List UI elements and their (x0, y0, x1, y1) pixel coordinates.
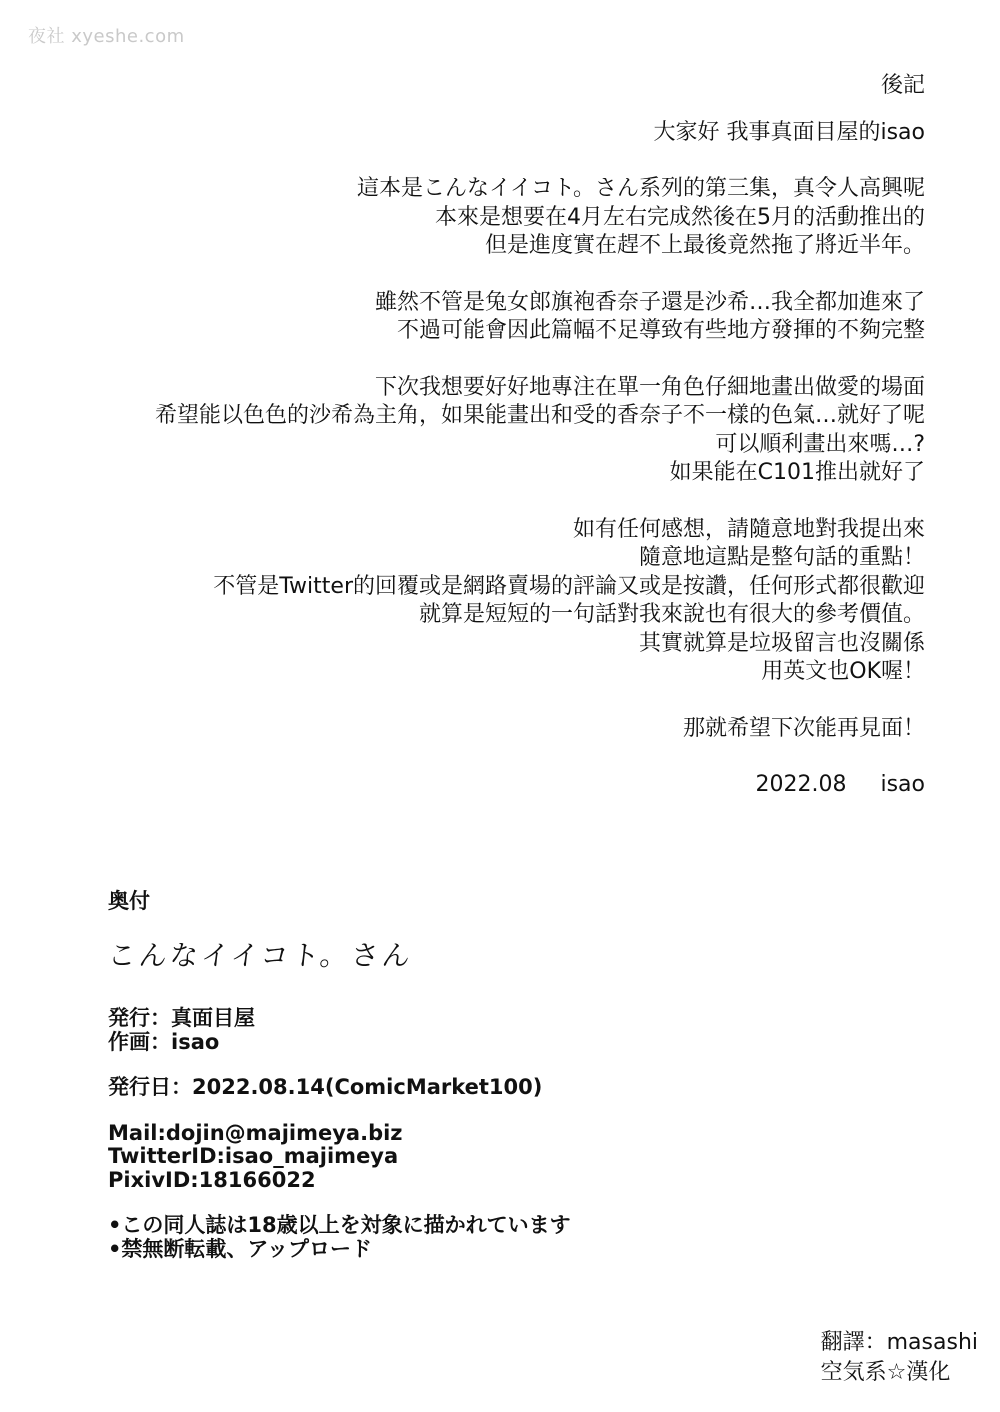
afterword-line: 希望能以色色的沙希為主角，如果能畫出和受的香奈子不一樣的色氣…就好了呢 (154, 403, 925, 428)
afterword-line: 不過可能會因此篇幅不足導致有些地方發揮的不夠完整 (396, 318, 925, 343)
twitter-line: TwitterID:isao_majimeya (108, 1144, 399, 1168)
afterword-paragraph (45, 516, 925, 687)
afterword-paragraph (45, 289, 925, 346)
afterword-line: 如果能在C101推出就好了 (669, 460, 925, 485)
afterword-paragraph (45, 715, 925, 744)
afterword-line: 這本是こんなイイコト。さん系列的第三集，真令人高興呢 (356, 176, 925, 201)
afterword-line: 那就希望下次能再見面！ (682, 715, 925, 741)
publish-date-group (108, 1076, 808, 1100)
publisher-group (108, 1007, 808, 1054)
translator-line: 翻譯：masashi (820, 1330, 978, 1355)
artist-line: 作画：isao (108, 1029, 220, 1054)
signature-name: isao (880, 772, 925, 797)
colophon-heading: 奥付 (108, 889, 150, 913)
colophon-section (108, 890, 808, 1283)
afterword-line: 就算是短短的一句話對我來說也有很大的參考價值。 (418, 602, 925, 627)
signature-date: 2022.08 (755, 772, 847, 797)
note-line: •禁無断転載、アップロード (108, 1236, 372, 1261)
afterword-paragraph (45, 175, 925, 261)
afterword-paragraph (45, 374, 925, 488)
publish-date-line: 発行日：2022.08.14(ComicMarket100) (108, 1075, 543, 1099)
notes-group (108, 1214, 808, 1261)
pixiv-line: PixivID:18166022 (108, 1167, 316, 1192)
watermark-text: 夜社 xyeshe.com (28, 26, 185, 47)
afterword-line: 下次我想要好好地專注在單一角色仔細地畫出做愛的場面 (374, 374, 925, 400)
afterword-signature (45, 771, 925, 800)
translation-credits (821, 1328, 978, 1388)
mail-line: Mail:dojin@majimeya.biz (108, 1120, 403, 1145)
afterword-line: 大家好 我事真面目屋的isao (653, 119, 925, 145)
afterword-title: 後記 (880, 73, 925, 98)
afterword-section (45, 72, 925, 800)
afterword-paragraph (45, 119, 925, 148)
book-title: こんなイイコト。さん (106, 938, 415, 972)
afterword-line: 但是進度實在趕不上最後竟然拖了將近半年。 (484, 233, 925, 258)
afterword-line: 雖然不管是兔女郎旗袍香奈子還是沙希…我全都加進來了 (374, 289, 925, 315)
afterword-line: 用英文也OK喔！ (761, 659, 925, 684)
afterword-line: 如有任何感想，請隨意地對我提出來 (572, 516, 925, 542)
afterword-line: 其實就算是垃圾留言也沒關係 (638, 630, 925, 656)
afterword-line: 可以順利畫出來嗎…? (715, 431, 925, 457)
note-line: •この同人誌は18歳以上を対象に描かれています (108, 1213, 571, 1237)
afterword-line: 隨意地這點是整句話的重點！ (638, 545, 925, 570)
contact-group (108, 1122, 808, 1193)
afterword-line: 不管是Twitter的回覆或是網路賣場的評論又或是按讚，任何形式都很歡迎 (213, 573, 925, 599)
afterword-line: 本來是想要在4月左右完成然後在5月的活動推出的 (435, 204, 925, 230)
translation-group-line: 空気系☆漢化 (820, 1360, 951, 1385)
publisher-line: 発行：真面目屋 (108, 1006, 255, 1030)
